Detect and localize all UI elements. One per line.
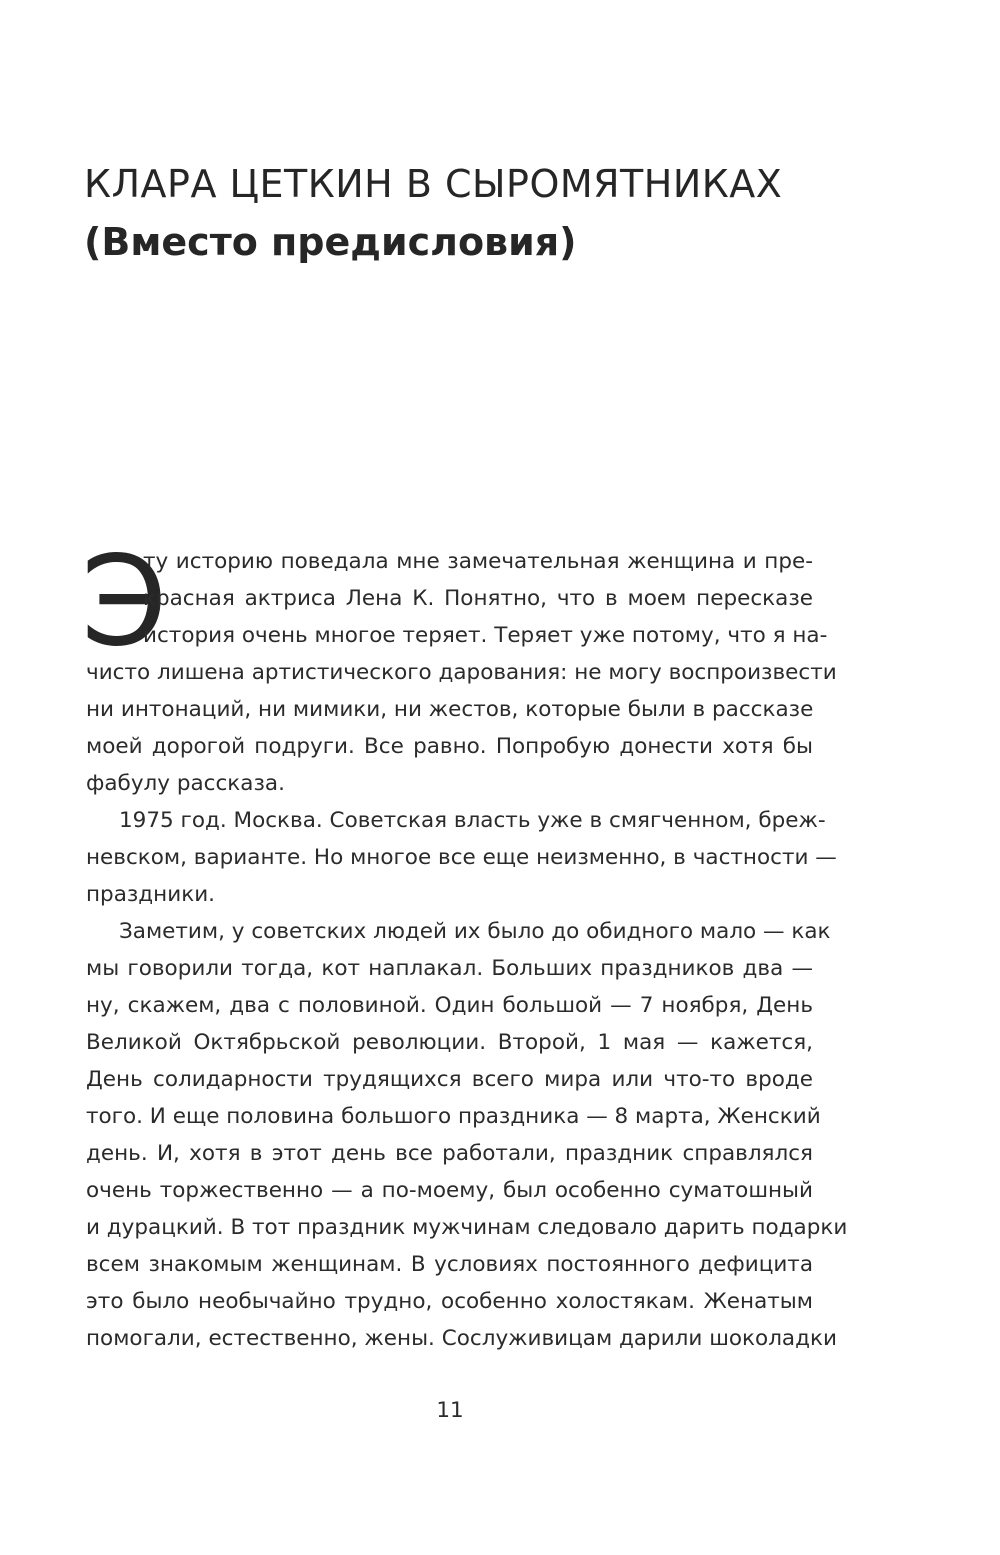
text-line: всем знакомым женщинам. В условиях постоянного дефицита [86,1252,813,1277]
text-line: праздники. [86,882,215,907]
text-line: очень торжественно — а по-моему, был особенно суматошный [86,1178,813,1203]
text-line: и дурацкий. В тот праздник мужчинам следовало дарить подарки [86,1215,848,1240]
text-line: ну, скажем, два с половиной. Один большой — 7 ноября, День [86,993,813,1018]
text-line: красная актриса Лена К. Понятно, что в моем пересказе [143,586,813,611]
text-line: фабулу рассказа. [86,771,285,796]
text-line: того. И еще половина большого праздника — 8 марта, Женский [86,1104,821,1129]
text-line: моей дорогой подруги. Все равно. Попробую донести хотя бы [86,734,813,759]
text-line: история очень многое теряет. Теряет уже потому, что я на- [143,623,828,648]
text-line: чисто лишена артистического дарования: не могу воспроизвести [86,660,837,685]
text-line: Великой Октябрьской революции. Второй, 1 мая — кажется, [86,1030,813,1055]
text-line: это было необычайно трудно, особенно холостякам. Женатым [86,1289,813,1314]
chapter-title: КЛАРА ЦЕТКИН В СЫРОМЯТНИКАХ [84,162,783,206]
text-line: невском, варианте. Но многое все еще неизменно, в частности — [86,845,837,870]
chapter-subtitle: (Вместо предисловия) [84,220,577,264]
text-line: день. И, хотя в этот день все работали, праздник справлялся [86,1141,813,1166]
text-line: помогали, естественно, жены. Сослуживицам дарили шоколадки [86,1326,837,1351]
text-line: Заметим, у советских людей их было до обидного мало — как [119,919,831,944]
text-line: ни интонаций, ни мимики, ни жестов, которые были в рассказе [86,697,814,722]
text-line: мы говорили тогда, кот наплакал. Больших праздников два — [86,956,813,981]
text-line: День солидарности трудящихся всего мира или что-то вроде [86,1067,813,1092]
page-number: 11 [436,1398,464,1423]
text-line: 1975 год. Москва. Советская власть уже в смягченном, бреж- [119,808,826,833]
text-line: ту историю поведала мне замечательная женщина и пре- [143,549,813,574]
drop-cap: Э [81,530,168,674]
